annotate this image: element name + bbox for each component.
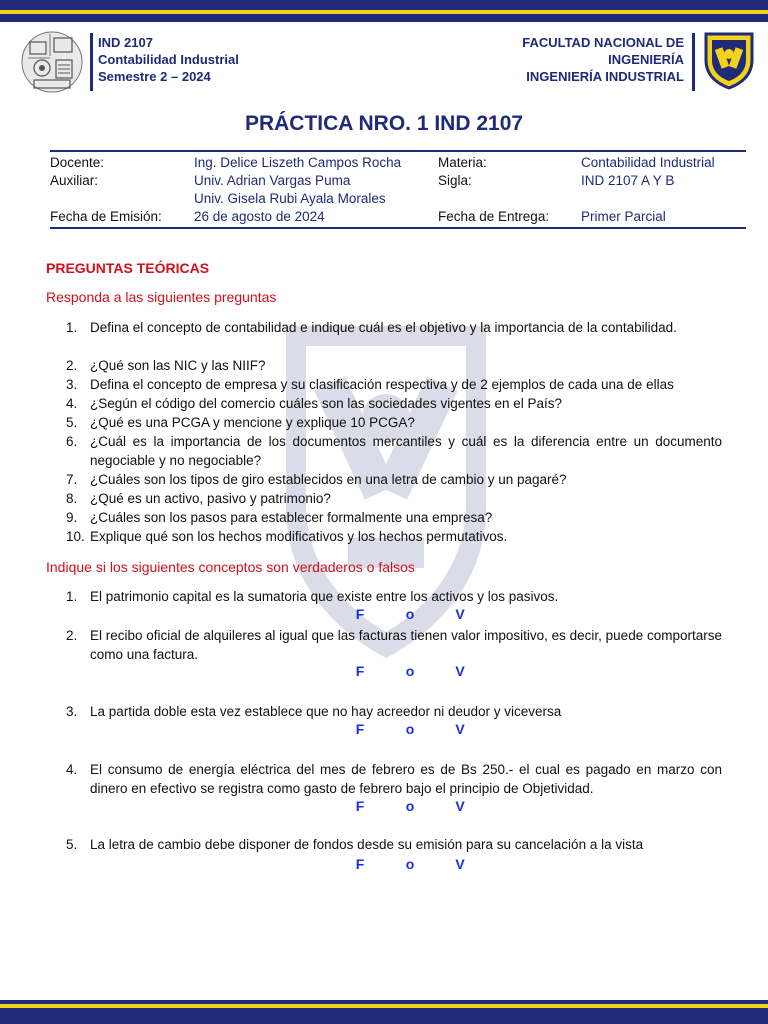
list-item: 8. ¿Qué es un activo, pasivo y patrimonio?	[66, 491, 331, 506]
info-row	[50, 208, 746, 226]
sigla-label: Sigla:	[438, 173, 472, 188]
option-v[interactable]: V	[455, 606, 465, 622]
emision-value: 26 de agosto de 2024	[194, 209, 325, 224]
sigla-value: IND 2107 A Y B	[581, 173, 675, 188]
option-or: o	[405, 798, 415, 814]
faculty-header	[522, 34, 684, 85]
entrega-label: Fecha de Entrega:	[438, 209, 550, 224]
auxiliar-value-2: Univ. Gisela Rubi Ayala Morales	[194, 191, 386, 206]
true-false-options	[350, 606, 470, 622]
option-or: o	[405, 663, 415, 679]
faculty-line-1: FACULTAD NACIONAL DE	[522, 35, 684, 50]
list-item: 9. ¿Cuáles son los pasos para establecer formalmente una empresa?	[66, 510, 493, 525]
list-item: 6. ¿Cuál es la importancia de los documentos mercantiles y cuál es la diferencia entre un documento negociable y no negociable?	[66, 434, 722, 468]
option-f[interactable]: F	[355, 606, 365, 622]
fni-shield-logo-icon	[702, 30, 756, 90]
option-v[interactable]: V	[455, 856, 465, 872]
list-item: 4. ¿Según el código del comercio cuáles son las sociedades vigentes en el País?	[66, 396, 563, 411]
list-item: 7. ¿Cuáles son los tipos de giro establecidos en una letra de cambio y un pagaré?	[66, 472, 567, 487]
info-row	[50, 154, 746, 172]
docente-value: Ing. Delice Liszeth Campos Rocha	[194, 155, 402, 170]
part1-heading: Responda a las siguientes preguntas	[46, 289, 277, 305]
option-or: o	[405, 606, 415, 622]
auxiliar-label: Auxiliar:	[50, 173, 99, 188]
list-item: 4. El consumo de energía eléctrica del mes de febrero es de Bs 250.- el cual es pagado en marzo con dinero en efectivo se registra como gasto de febrero bajo el principio de Objetividad.	[66, 762, 722, 796]
docente-label: Docente:	[50, 155, 105, 170]
option-f[interactable]: F	[355, 798, 365, 814]
true-false-options	[350, 663, 470, 679]
info-row	[50, 190, 746, 208]
true-false-options	[350, 856, 470, 872]
option-v[interactable]: V	[455, 721, 465, 737]
option-v[interactable]: V	[455, 663, 465, 679]
top-band-stripe	[0, 10, 768, 14]
emision-label: Fecha de Emisión:	[50, 209, 162, 224]
course-name: Contabilidad Industrial	[98, 52, 239, 67]
option-or: o	[405, 856, 415, 872]
faculty-line-3: INGENIERÍA INDUSTRIAL	[526, 69, 684, 84]
list-item: 3. La partida doble esta vez establece que no hay acreedor ni deudor y viceversa	[66, 704, 562, 719]
header-right-divider	[692, 33, 695, 91]
part2-heading: Indique si los siguientes conceptos son verdaderos o falsos	[46, 559, 415, 575]
true-false-options	[350, 798, 470, 814]
section-heading: PREGUNTAS TEÓRICAS	[46, 260, 210, 276]
list-item: 2. ¿Qué son las NIC y las NIIF?	[66, 358, 266, 373]
option-or: o	[405, 721, 415, 737]
course-header	[98, 34, 239, 85]
true-false-options	[350, 721, 470, 737]
engineering-collage-logo-icon	[20, 28, 84, 96]
list-item: 1. Defina el concepto de contabilidad e indique cuál es el objetivo y la importancia de la contabilidad.	[66, 320, 677, 335]
entrega-value: Primer Parcial	[581, 209, 666, 224]
course-code: IND 2107	[98, 35, 153, 50]
faculty-line-2: INGENIERÍA	[608, 52, 684, 67]
materia-label: Materia:	[438, 155, 487, 170]
semester: Semestre 2 – 2024	[98, 69, 211, 84]
header-left-divider	[90, 33, 93, 91]
list-item: 5. La letra de cambio debe disponer de fondos desde su emisión para su cancelación a la vista	[66, 837, 644, 852]
option-v[interactable]: V	[455, 798, 465, 814]
option-f[interactable]: F	[355, 856, 365, 872]
page-title: PRÁCTICA NRO. 1 IND 2107	[244, 112, 524, 135]
info-row	[50, 172, 746, 190]
list-item: 5. ¿Qué es una PCGA y mencione y explique 10 PCGA?	[66, 415, 415, 430]
option-f[interactable]: F	[355, 721, 365, 737]
list-item: 10. Explique qué son los hechos modificativos y los hechos permutativos.	[66, 529, 508, 544]
materia-value: Contabilidad Industrial	[581, 155, 715, 170]
list-item: 3. Defina el concepto de empresa y su clasificación respectiva y de 2 ejemplos de cada una de ellas	[66, 377, 674, 392]
bottom-band-stripe	[0, 1004, 768, 1008]
auxiliar-value-1: Univ. Adrian Vargas Puma	[194, 173, 351, 188]
info-table	[50, 150, 746, 229]
list-item: 1. El patrimonio capital es la sumatoria que existe entre los activos y los pasivos.	[66, 589, 559, 604]
list-item: 2. El recibo oficial de alquileres al igual que las facturas tienen valor impositivo, es decir, puede comportarse como una factura.	[66, 628, 722, 662]
option-f[interactable]: F	[355, 663, 365, 679]
